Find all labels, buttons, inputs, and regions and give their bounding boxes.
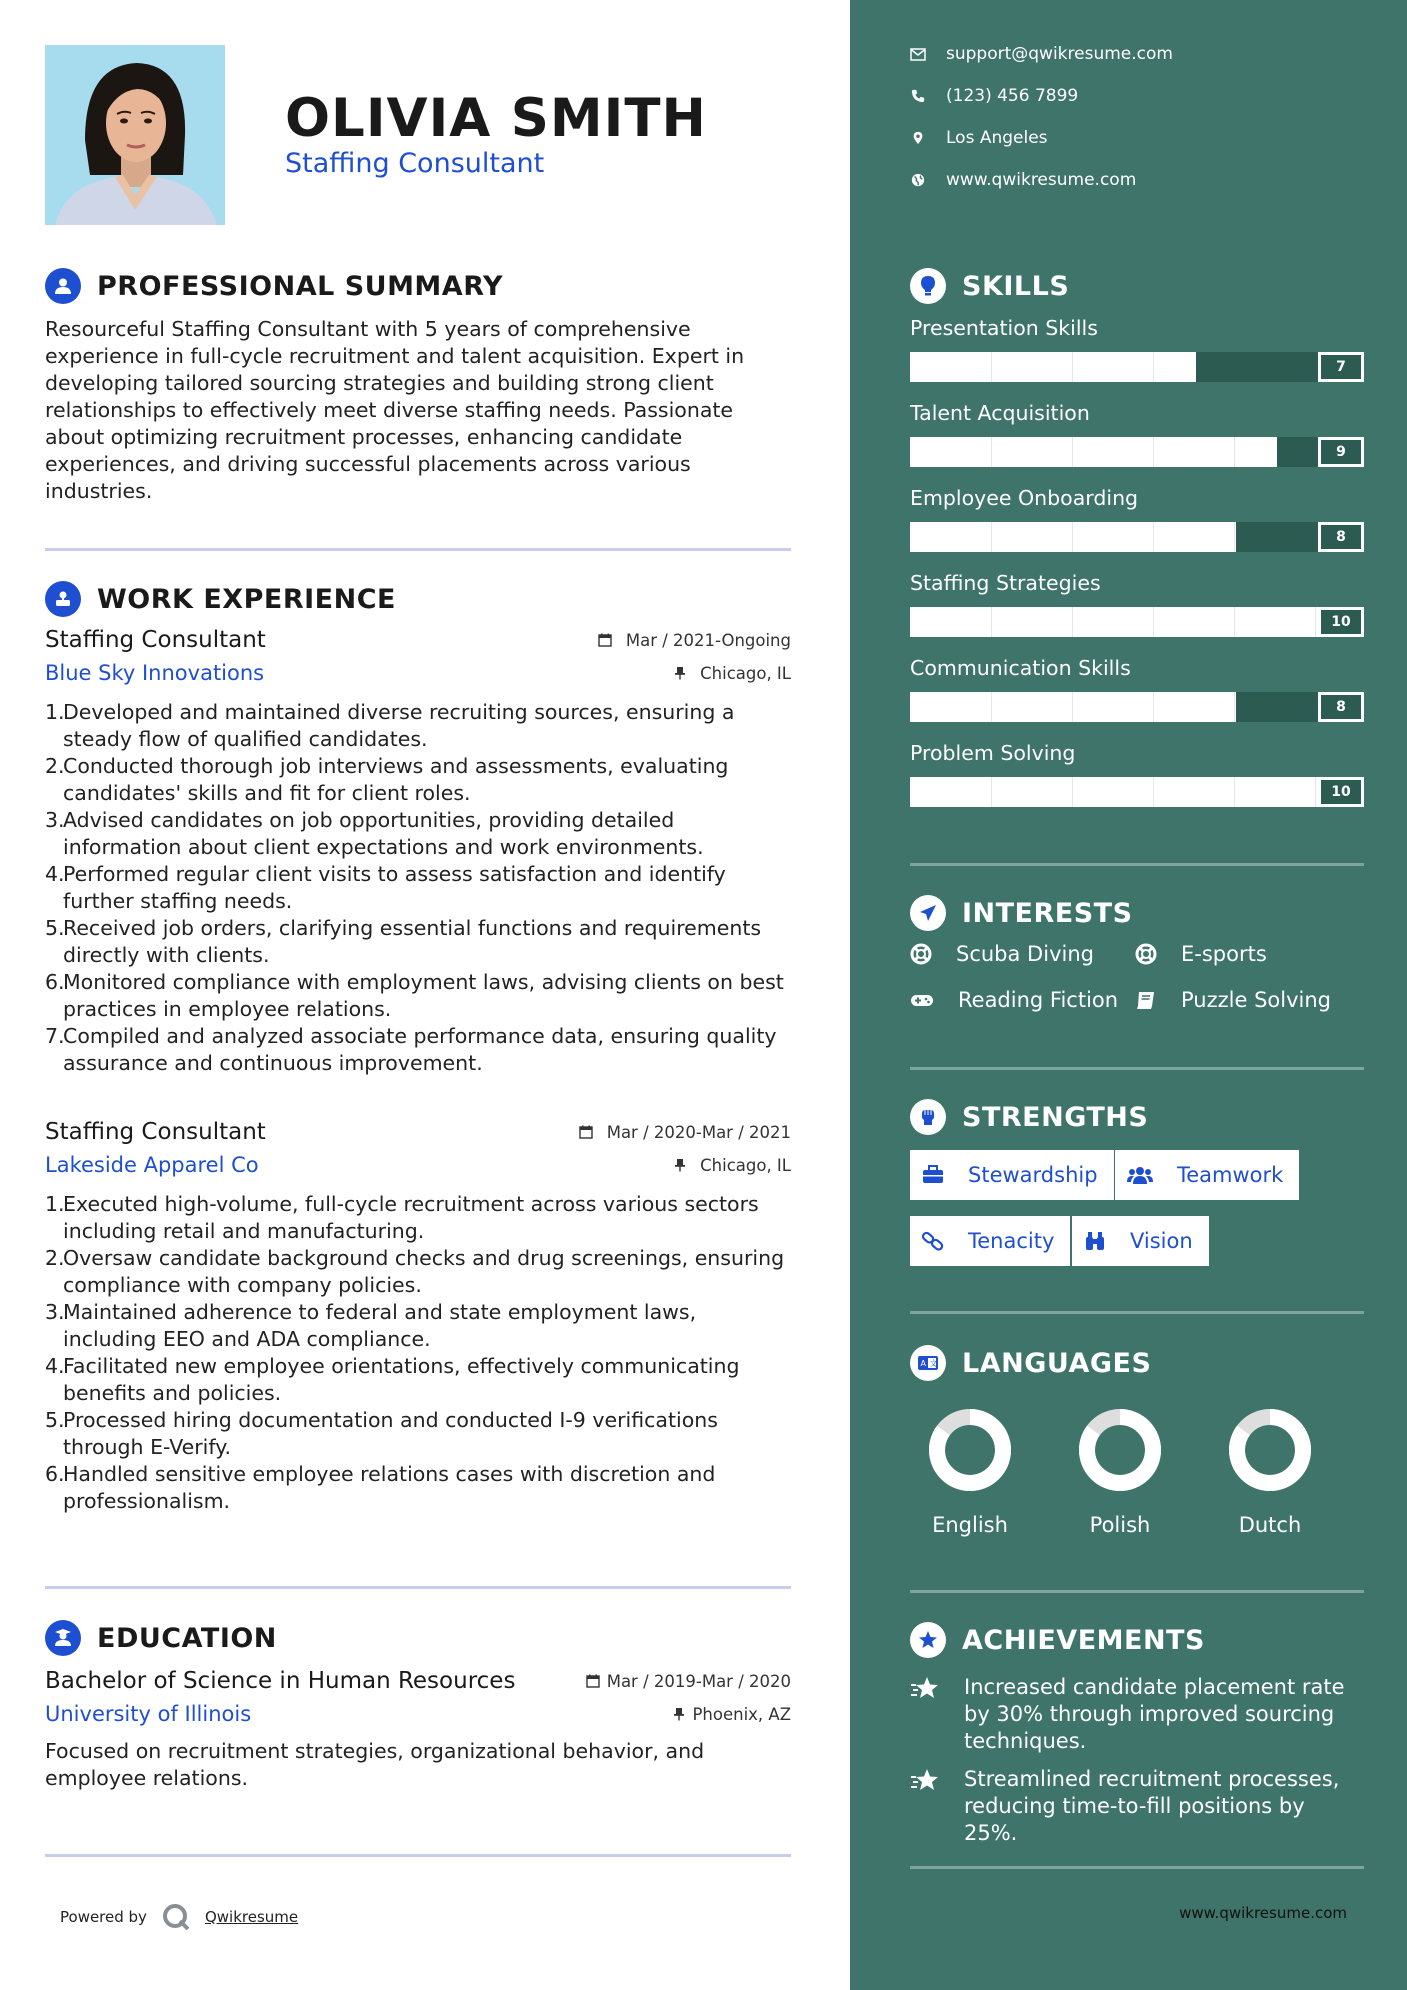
skill-item	[910, 486, 1364, 552]
interest-item	[1135, 942, 1267, 966]
job-title: Staffing Consultant	[45, 627, 266, 653]
skills-section	[910, 266, 1364, 306]
job-list	[45, 627, 791, 1515]
section-divider	[45, 1586, 791, 1589]
achievement-text: Streamlined recruitment processes, reducing time-to-fill positions by 25%.	[964, 1767, 1340, 1845]
achievements-heading: ACHIEVEMENTS	[962, 1624, 1205, 1656]
skill-segment	[1153, 437, 1154, 467]
skill-segment	[1234, 692, 1235, 722]
strength-label: Tenacity	[968, 1229, 1055, 1253]
bullet-number: 4.	[45, 1354, 65, 1378]
trophy-star-icon	[910, 1674, 952, 1755]
binoculars-icon	[1084, 1231, 1118, 1251]
users-icon	[1127, 1165, 1165, 1185]
calendar-icon	[579, 1125, 600, 1139]
strengths-section	[910, 1097, 1364, 1137]
job-date	[598, 631, 791, 650]
bullet-number: 5.	[45, 1408, 65, 1432]
skill-bar	[910, 607, 1364, 637]
calendar-icon	[598, 633, 619, 647]
language-item	[1210, 1405, 1330, 1537]
skill-segment	[991, 692, 992, 722]
skill-segment	[1072, 692, 1073, 722]
bullet-number: 7.	[45, 1024, 65, 1048]
strengths-heading: STRENGTHS	[962, 1101, 1149, 1133]
bullet-number: 4.	[45, 862, 65, 886]
skill-segment	[1234, 522, 1235, 552]
skill-item	[910, 316, 1364, 382]
job-entry	[45, 627, 791, 1077]
interest-item	[910, 988, 1118, 1012]
skill-segment	[1153, 607, 1154, 637]
skill-level: 10	[1318, 777, 1364, 807]
skill-bar-fill	[910, 692, 1236, 722]
bullet-number: 3.	[45, 1300, 65, 1324]
skill-level: 9	[1318, 437, 1364, 467]
section-divider	[910, 1590, 1364, 1593]
experience-heading: WORK EXPERIENCE	[97, 583, 396, 615]
achievement-item	[910, 1674, 1364, 1755]
skill-item	[910, 571, 1364, 637]
job-date-text: Mar / 2021-Ongoing	[625, 630, 791, 650]
interest-label: Puzzle Solving	[1181, 988, 1331, 1012]
skill-bar	[910, 777, 1364, 807]
job-bullet	[45, 861, 791, 915]
fist-icon	[910, 1099, 946, 1135]
skill-segment	[1315, 777, 1316, 807]
bullet-text: Monitored compliance with employment laws, advising clients on best practices in employee relations.	[63, 970, 784, 1021]
lightbulb-icon	[910, 268, 946, 304]
section-divider	[910, 1311, 1364, 1314]
pin-icon	[674, 1158, 693, 1172]
achievement-item	[910, 1766, 1364, 1847]
interest-label: E-sports	[1181, 942, 1267, 966]
bullet-number: 2.	[45, 1246, 65, 1270]
bullet-text: Developed and maintained diverse recruiting sources, ensuring a steady flow of qualified candidates.	[63, 700, 735, 751]
skill-item	[910, 741, 1364, 807]
user-icon	[45, 268, 81, 304]
link-icon	[922, 1231, 956, 1251]
interest-item	[1135, 988, 1331, 1012]
job-date-text: Mar / 2020-Mar / 2021	[606, 1122, 791, 1142]
job-bullet	[45, 1191, 791, 1245]
language-name: English	[932, 1513, 1008, 1537]
skill-name: Employee Onboarding	[910, 486, 1139, 510]
job-bullet	[45, 1353, 791, 1407]
star-badge-icon	[910, 1622, 946, 1658]
svg-text:文: 文	[929, 1359, 938, 1368]
bullet-number: 2.	[45, 754, 65, 778]
briefcase-icon	[922, 1165, 956, 1185]
interest-item	[910, 942, 1094, 966]
footer-website[interactable]: www.qwikresume.com	[1179, 1904, 1347, 1922]
skill-bar-fill	[910, 777, 1364, 807]
bullet-text: Maintained adherence to federal and state employment laws, including EEO and ADA compliance.	[63, 1300, 697, 1351]
book-icon	[1135, 990, 1169, 1010]
interest-label: Scuba Diving	[956, 942, 1094, 966]
section-divider	[910, 1067, 1364, 1070]
degree-name: Bachelor of Science in Human Resources	[45, 1668, 516, 1694]
powered-by	[60, 1902, 298, 1932]
gamepad-icon	[910, 991, 946, 1009]
skills-heading: SKILLS	[962, 270, 1070, 302]
skill-item	[910, 656, 1364, 722]
job-location	[674, 1156, 791, 1175]
calendar-icon	[586, 1674, 600, 1688]
skill-bar-fill	[910, 607, 1364, 637]
job-date	[579, 1123, 791, 1142]
skill-segment	[991, 437, 992, 467]
bullet-text: Conducted thorough job interviews and assessments, evaluating candidates' skills and fit for client roles.	[63, 754, 729, 805]
language-icon	[910, 1345, 946, 1381]
section-divider	[45, 1854, 791, 1857]
skill-segment	[991, 352, 992, 382]
achievement-text: Increased candidate placement rate by 30% through improved sourcing techniques.	[964, 1675, 1345, 1753]
interests-section	[910, 893, 1364, 933]
education-location: Phoenix, AZ	[692, 1704, 791, 1724]
skill-segment	[991, 607, 992, 637]
job-company: Blue Sky Innovations	[45, 661, 265, 685]
bullet-number: 1.	[45, 1192, 65, 1216]
languages-heading: LANGUAGES	[962, 1347, 1152, 1379]
summary-section	[45, 266, 791, 505]
skill-segment	[1072, 607, 1073, 637]
skill-bar-fill	[910, 437, 1277, 467]
candidate-title: Staffing Consultant	[285, 148, 545, 179]
job-bullet	[45, 1461, 791, 1515]
life-ring-icon	[1135, 943, 1169, 965]
skill-level: 8	[1318, 692, 1364, 722]
skill-level: 8	[1318, 522, 1364, 552]
phone-icon	[910, 89, 926, 103]
bullet-text: Advised candidates on job opportunities, providing detailed information about client expectations and work environments.	[63, 808, 704, 859]
powered-by-label: Powered by	[60, 1908, 147, 1926]
qwikresume-logo-icon	[161, 1902, 191, 1932]
education-heading: EDUCATION	[97, 1622, 277, 1654]
job-bullet	[45, 969, 791, 1023]
skill-segment	[1153, 692, 1154, 722]
skill-item	[910, 401, 1364, 467]
skill-bar	[910, 437, 1364, 467]
job-bullets	[45, 1191, 791, 1515]
skill-bar	[910, 522, 1364, 552]
skill-name: Staffing Strategies	[910, 571, 1101, 595]
map-marker-icon	[910, 131, 926, 145]
bullet-text: Handled sensitive employee relations cases with discretion and professionalism.	[63, 1462, 716, 1513]
strength-tag	[910, 1150, 1114, 1200]
sidebar	[850, 0, 1407, 1990]
strength-label: Teamwork	[1177, 1163, 1284, 1187]
interests-heading: INTERESTS	[962, 897, 1133, 929]
language-donut	[910, 1405, 1030, 1495]
contact-phone[interactable]: (123) 456 7899	[910, 86, 1078, 106]
bullet-number: 6.	[45, 970, 65, 994]
strength-label: Stewardship	[968, 1163, 1098, 1187]
job-company: Lakeside Apparel Co	[45, 1153, 259, 1177]
qwikresume-link[interactable]: Qwikresume	[204, 1908, 299, 1926]
skill-segment	[1072, 352, 1073, 382]
skill-bar	[910, 352, 1364, 382]
strength-label: Vision	[1130, 1229, 1193, 1253]
skill-segment	[1234, 607, 1235, 637]
skill-segment	[1153, 352, 1154, 382]
summary-text: Resourceful Staffing Consultant with 5 years of comprehensive experience in full-cycle recruitment and talent acquisition. Expert in developing tailored sourcing strategies and building strong client relationships to effectively meet diverse staffing needs. Passionate about optimizing recruitment processes, enhancing candidate experiences, and driving successful placements across various industries.	[45, 317, 745, 503]
profile-photo	[45, 45, 225, 225]
job-bullet	[45, 807, 791, 861]
skill-segment	[1315, 607, 1316, 637]
school-name: University of Illinois	[45, 1702, 252, 1726]
skill-segment	[1153, 522, 1154, 552]
globe-icon	[910, 173, 926, 187]
skill-segment	[1072, 777, 1073, 807]
bullet-number: 6.	[45, 1462, 65, 1486]
job-bullet	[45, 1023, 791, 1077]
skill-bar	[910, 692, 1364, 722]
job-bullets	[45, 699, 791, 1077]
contact-location: Los Angeles	[910, 128, 1048, 148]
language-name: Polish	[1089, 1513, 1151, 1537]
language-item	[1060, 1405, 1180, 1537]
section-divider	[45, 548, 791, 551]
skill-bar-fill	[910, 522, 1236, 552]
skill-segment	[1234, 437, 1235, 467]
pin-icon	[674, 666, 693, 680]
job-bullet	[45, 1299, 791, 1353]
bullet-text: Performed regular client visits to assess satisfaction and identify further staffing needs.	[63, 862, 726, 913]
skill-segment	[1234, 777, 1235, 807]
language-donut	[1210, 1405, 1330, 1495]
skill-segment	[991, 522, 992, 552]
language-name: Dutch	[1238, 1513, 1302, 1537]
skill-level: 7	[1318, 352, 1364, 382]
envelope-icon	[910, 48, 926, 61]
pin-icon	[673, 1707, 685, 1721]
job-location-text: Chicago, IL	[700, 1155, 791, 1175]
languages-section	[910, 1343, 1364, 1383]
bullet-text: Executed high-volume, full-cycle recruitment across various sectors including retail and manufacturing.	[63, 1192, 759, 1243]
education-entry	[45, 1668, 791, 1792]
bullet-text: Facilitated new employee orientations, effectively communicating benefits and policies.	[63, 1354, 740, 1405]
strength-tag	[1072, 1216, 1209, 1266]
paper-plane-icon	[910, 895, 946, 931]
strength-tag	[1115, 1150, 1299, 1200]
section-divider	[910, 863, 1364, 866]
skill-segment	[1072, 437, 1073, 467]
strength-tag	[910, 1216, 1070, 1266]
job-location-text: Chicago, IL	[700, 663, 791, 683]
job-location	[674, 664, 791, 683]
education-date: Mar / 2019-Mar / 2020	[606, 1671, 791, 1691]
skill-name: Problem Solving	[910, 741, 1076, 765]
skill-segment	[1072, 522, 1073, 552]
language-donut	[1060, 1405, 1180, 1495]
skill-name: Communication Skills	[910, 656, 1131, 680]
summary-heading: PROFESSIONAL SUMMARY	[97, 270, 504, 302]
life-ring-icon	[910, 943, 944, 965]
svg-text:A: A	[920, 1359, 926, 1368]
skill-name: Presentation Skills	[910, 316, 1098, 340]
bullet-number: 3.	[45, 808, 65, 832]
achievements-section	[910, 1620, 1364, 1660]
job-entry	[45, 1119, 791, 1515]
job-bullet	[45, 915, 791, 969]
bullet-number: 1.	[45, 700, 65, 724]
job-bullet	[45, 1245, 791, 1299]
graduation-icon	[45, 1620, 81, 1656]
contact-website[interactable]: www.qwikresume.com	[910, 170, 1136, 190]
education-description: Focused on recruitment strategies, organizational behavior, and employee relations.	[45, 1739, 705, 1790]
experience-section	[45, 579, 791, 1515]
bullet-text: Processed hiring documentation and conducted I-9 verifications through E-Verify.	[63, 1408, 718, 1459]
section-divider	[910, 1866, 1364, 1869]
candidate-name: OLIVIA SMITH	[285, 88, 707, 149]
bullet-text: Received job orders, clarifying essential functions and requirements directly with clients.	[63, 916, 762, 967]
job-bullet	[45, 699, 791, 753]
skill-segment	[1153, 777, 1154, 807]
job-bullet	[45, 753, 791, 807]
briefcase-user-icon	[45, 581, 81, 617]
language-item	[910, 1405, 1030, 1537]
bullet-text: Oversaw candidate background checks and drug screenings, ensuring compliance with company policies.	[63, 1246, 785, 1297]
trophy-star-icon	[910, 1766, 952, 1847]
skill-level: 10	[1318, 607, 1364, 637]
job-bullet	[45, 1407, 791, 1461]
skill-name: Talent Acquisition	[910, 401, 1090, 425]
bullet-number: 5.	[45, 916, 65, 940]
skill-segment	[991, 777, 992, 807]
bullet-text: Compiled and analyzed associate performance data, ensuring quality assurance and continuous improvement.	[63, 1024, 777, 1075]
education-section	[45, 1618, 791, 1792]
job-title: Staffing Consultant	[45, 1119, 266, 1145]
interest-label: Reading Fiction	[958, 988, 1119, 1012]
contact-email[interactable]: support@qwikresume.com	[910, 44, 1173, 64]
